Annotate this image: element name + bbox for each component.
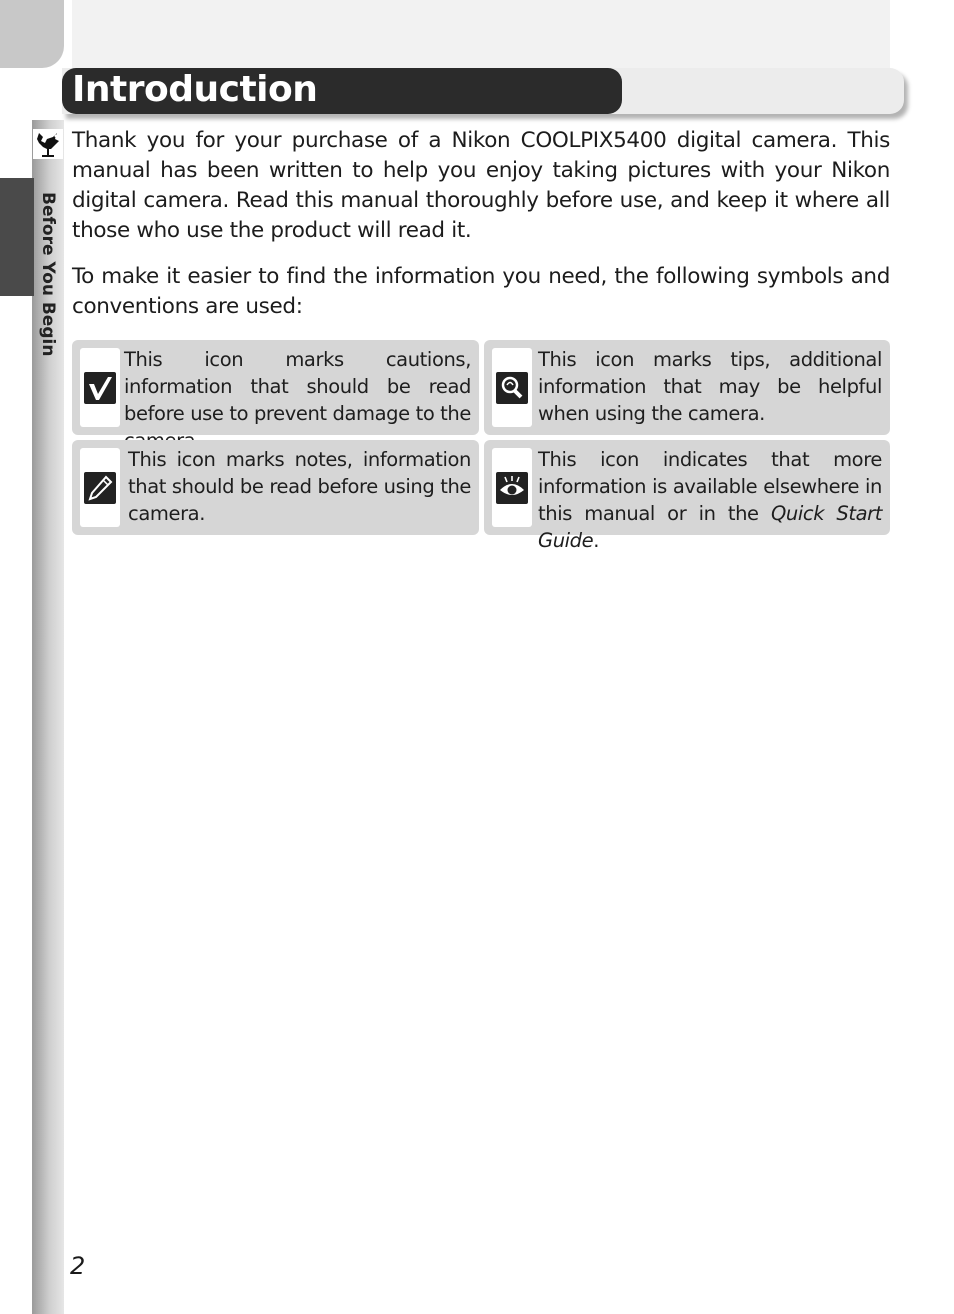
convention-tips xyxy=(484,340,890,435)
convention-text xyxy=(538,446,882,554)
icon-cell xyxy=(80,448,120,527)
convention-text: This icon marks tips, additional information that may be helpful when using the camera. xyxy=(538,348,882,425)
title-bar xyxy=(62,68,622,114)
page-title: Introduction xyxy=(72,69,318,110)
intro-paragraph-2: To make it easier to find the information you need, the following symbols and conventions are used: xyxy=(72,264,890,319)
checkmark-icon xyxy=(84,372,116,404)
icon-cell xyxy=(492,348,532,427)
page-number: 2 xyxy=(70,1252,86,1280)
convention-reference xyxy=(484,440,890,552)
lightbulb-icon xyxy=(496,372,528,404)
convention-text: This icon marks notes, information that should be read before using the camera. xyxy=(128,448,471,525)
convention-text-before: This icon indicates that more information is available elsewhere in this manual or in the xyxy=(538,448,882,525)
section-tab xyxy=(0,178,34,296)
top-band xyxy=(72,0,890,70)
convention-text-after: . xyxy=(593,529,600,552)
icon-cell xyxy=(492,448,532,527)
quick-start-guide-title: Quick Start Guide xyxy=(538,502,883,552)
convention-caution xyxy=(72,340,479,435)
corner-tab xyxy=(0,0,64,68)
icon-cell xyxy=(80,348,120,427)
eye-icon xyxy=(496,472,528,504)
intro-paragraph-1: Thank you for your purchase of a Nikon COOLPIX5400 digital camera. This manual has been written to help you enjoy taking pictures with your Nikon digital camera. Read this manual thoroughly before use, and keep it where all those who use the product will read it. xyxy=(72,128,890,243)
section-label: Before You Begin xyxy=(38,192,58,357)
pencil-icon xyxy=(84,472,116,504)
convention-notes xyxy=(72,440,479,535)
rooster-icon xyxy=(32,128,64,160)
convention-text: This icon marks cautions, information that should be read before use to prevent damage to the xyxy=(124,348,471,425)
